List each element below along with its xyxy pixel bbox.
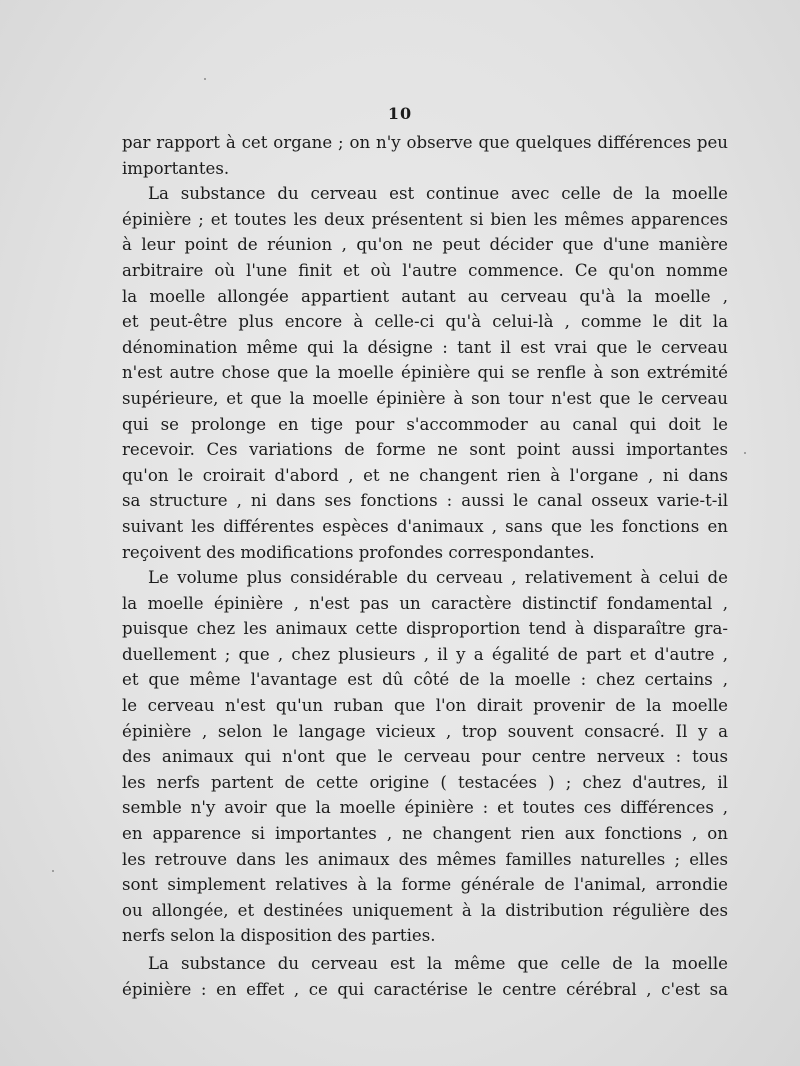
text-line: semble n'y avoir que la moelle épinière : et toutes ces différences , — [122, 798, 728, 818]
page-number: 10 — [387, 104, 413, 123]
text-line: recevoir. Ces variations de forme ne sont point aussi importantes — [122, 440, 728, 460]
paper-speck — [52, 870, 54, 872]
paragraph-continuation — [122, 130, 728, 181]
text-line: à leur point de réunion , qu'on ne peut décider que d'une manière — [122, 235, 728, 255]
paragraph — [122, 565, 728, 949]
text-line: épinière , selon le langage vicieux , trop souvent consacré. Il y a — [122, 721, 728, 741]
text-line: supérieure, et que la moelle épinière à son tour n'est que le cerveau — [122, 388, 728, 408]
text-line: La substance du cerveau est continue avec celle de la moelle — [148, 184, 728, 204]
paper-speck — [204, 78, 206, 80]
text-line: et peut-être plus encore à celle-ci qu'à celui-là , comme le dit la — [122, 312, 728, 332]
paper-speck — [744, 452, 746, 454]
text-line: épinière : en effet , ce qui caractérise le centre cérébral , c'est sa — [122, 979, 728, 999]
text-line: n'est autre chose que la moelle épinière qui se renfle à son extrémité — [122, 363, 728, 383]
text-line: et que même l'avantage est dû côté de la moelle : chez certains , — [122, 670, 728, 690]
text-line: en apparence si importantes , ne changent rien aux fonctions , on — [122, 824, 728, 844]
text-line: le cerveau n'est qu'un ruban que l'on dirait provenir de la moelle — [122, 696, 728, 716]
text-line: épinière ; et toutes les deux présentent si bien les mêmes apparences — [122, 209, 728, 229]
body-text — [122, 130, 728, 1002]
text-line: sont simplement relatives à la forme générale de l'animal, arrondie — [122, 875, 728, 895]
text-line: La substance du cerveau est la même que celle de la moelle — [148, 954, 728, 973]
text-line: puisque chez les animaux cette disproportion tend à disparaître gra- — [122, 619, 728, 639]
text-line: sa structure , ni dans ses fonctions : aussi le canal osseux varie-t-il — [122, 491, 728, 511]
text-line: duellement ; que , chez plusieurs , il y a égalité de part et d'autre , — [122, 644, 728, 664]
text-line: Le volume plus considérable du cerveau , relativement à celui de — [148, 568, 728, 588]
text-line: la moelle allongée appartient autant au cerveau qu'à la moelle , — [122, 286, 728, 306]
text-line: dénomination même qui la désigne : tant il est vrai que le cerveau — [122, 337, 728, 357]
text-line: arbitraire où l'une finit et où l'autre commence. Ce qu'on nomme — [122, 260, 728, 280]
text-line: la moelle épinière , n'est pas un caractère distinctif fondamental , — [122, 593, 728, 613]
text-line: les nerfs partent de cette origine ( testacées ) ; chez d'autres, il — [122, 772, 728, 792]
text-line: qu'on le croirait d'abord , et ne changent rien à l'organe , ni dans — [122, 465, 728, 485]
text-line: qui se prolonge en tige pour s'accommoder au canal qui doit le — [122, 414, 728, 434]
text-line: par rapport à cet organe ; on n'y observe que quelques différences peu — [122, 133, 728, 152]
text-line: importantes. — [122, 158, 230, 178]
text-line: des animaux qui n'ont que le cerveau pour centre nerveux : tous — [122, 747, 728, 767]
text-line: les retrouve dans les animaux des mêmes familles naturelles ; elles — [122, 849, 728, 869]
text-line: suivant les différentes espèces d'animaux , sans que les fonctions en — [122, 516, 728, 536]
text-line: ou allongée, et destinées uniquement à la distribution régulière des — [122, 900, 728, 920]
text-line: reçoivent des modifications profondes correspondantes. — [122, 542, 595, 562]
paragraph — [122, 951, 728, 1002]
paragraph — [122, 181, 728, 565]
text-line: nerfs selon la disposition des parties. — [122, 926, 436, 946]
